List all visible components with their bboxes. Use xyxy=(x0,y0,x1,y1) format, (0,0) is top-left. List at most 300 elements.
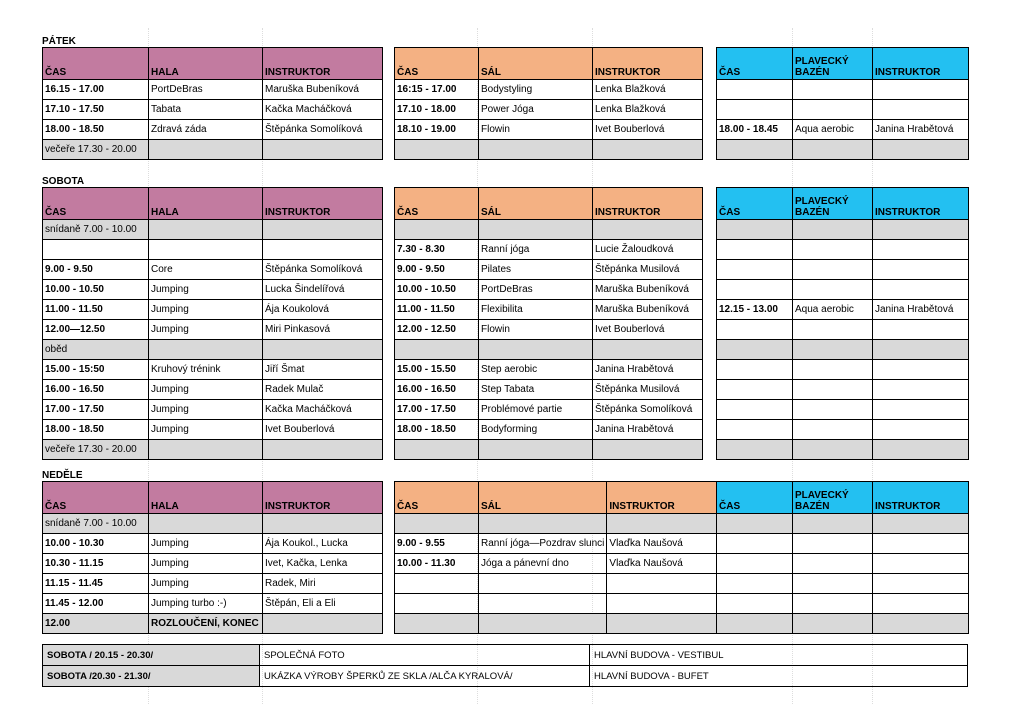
activity-cell: ROZLOUČENÍ, KONEC xyxy=(149,614,263,634)
column-header: INSTRUKTOR xyxy=(263,188,383,220)
instructor-cell xyxy=(263,240,383,260)
time-cell: 16.00 - 16.50 xyxy=(395,380,479,400)
event-place: HLAVNÍ BUDOVA - BUFET xyxy=(590,666,968,687)
time-cell: snídaně 7.00 - 10.00 xyxy=(43,220,149,240)
activity-cell: Aqua aerobic xyxy=(793,300,873,320)
instructor-cell: Štěpánka Somolíková xyxy=(263,260,383,280)
column-header: HALA xyxy=(149,188,263,220)
column-header: ČAS xyxy=(395,48,479,80)
activity-cell: Jumping xyxy=(149,380,263,400)
time-cell xyxy=(395,574,479,594)
sobota-hala-table xyxy=(42,187,383,460)
time-cell xyxy=(717,280,793,300)
activity-cell xyxy=(479,514,607,534)
schedule-row xyxy=(717,340,969,360)
time-cell: 18.10 - 19.00 xyxy=(395,120,479,140)
activity-cell: Ranní jóga—Pozdrav slunci xyxy=(479,534,607,554)
column-header: SÁL xyxy=(479,188,593,220)
column-header: INSTRUKTOR xyxy=(873,482,969,514)
time-cell xyxy=(717,514,793,534)
nedele-sal-table xyxy=(394,481,717,634)
schedule-row xyxy=(717,280,969,300)
activity-cell xyxy=(793,420,873,440)
column-header: SÁL xyxy=(479,482,607,514)
time-cell: 17.00 - 17.50 xyxy=(43,400,149,420)
sobota-bazen-table xyxy=(716,187,969,460)
header-row xyxy=(395,482,717,514)
schedule-row xyxy=(395,440,703,460)
header-row xyxy=(395,188,703,220)
activity-cell xyxy=(793,554,873,574)
instructor-cell: Radek Mulač xyxy=(263,380,383,400)
schedule-row xyxy=(43,320,383,340)
activity-cell: Jumping xyxy=(149,300,263,320)
activity-cell: Jumping xyxy=(149,320,263,340)
instructor-cell xyxy=(593,440,703,460)
time-cell: snídaně 7.00 - 10.00 xyxy=(43,514,149,534)
activity-cell xyxy=(793,80,873,100)
schedule-row xyxy=(717,360,969,380)
schedule-row xyxy=(43,300,383,320)
time-cell xyxy=(717,360,793,380)
time-cell: 17.10 - 17.50 xyxy=(43,100,149,120)
column-header: ČAS xyxy=(717,48,793,80)
event-row xyxy=(43,666,968,687)
schedule-row xyxy=(717,554,969,574)
time-cell xyxy=(395,140,479,160)
day-title-patek: PÁTEK xyxy=(42,36,76,47)
day-title-nedele: NEDĚLE xyxy=(42,470,83,481)
schedule-row xyxy=(43,554,383,574)
activity-cell: Jumping xyxy=(149,280,263,300)
schedule-row xyxy=(43,240,383,260)
instructor-cell xyxy=(607,574,717,594)
activity-cell: Bodyforming xyxy=(479,420,593,440)
schedule-row xyxy=(717,380,969,400)
time-cell: večeře 17.30 - 20.00 xyxy=(43,140,149,160)
event-name: SPOLEČNÁ FOTO xyxy=(260,645,590,666)
time-cell: 10.00 - 10.30 xyxy=(43,534,149,554)
schedule-row xyxy=(43,534,383,554)
schedule-row xyxy=(43,594,383,614)
header-row xyxy=(43,48,383,80)
time-cell: 18.00 - 18.50 xyxy=(43,420,149,440)
schedule-row xyxy=(43,100,383,120)
activity-cell xyxy=(793,220,873,240)
instructor-cell: Štěpánka Musilová xyxy=(593,260,703,280)
instructor-cell: Lucka Šindelířová xyxy=(263,280,383,300)
schedule-row xyxy=(395,514,717,534)
schedule-row xyxy=(717,80,969,100)
column-header: INSTRUKTOR xyxy=(263,48,383,80)
activity-cell xyxy=(793,340,873,360)
instructor-cell xyxy=(593,340,703,360)
instructor-cell xyxy=(873,534,969,554)
instructor-cell: Jiří Šmat xyxy=(263,360,383,380)
time-cell: 18.00 - 18.45 xyxy=(717,120,793,140)
schedule-row xyxy=(717,300,969,320)
schedule-row xyxy=(395,574,717,594)
schedule-row xyxy=(717,514,969,534)
instructor-cell xyxy=(873,240,969,260)
time-cell: 12.00 - 12.50 xyxy=(395,320,479,340)
schedule-row xyxy=(395,240,703,260)
time-cell: 10.30 - 11.15 xyxy=(43,554,149,574)
activity-cell xyxy=(793,100,873,120)
activity-cell xyxy=(793,574,873,594)
schedule-row xyxy=(717,594,969,614)
time-cell xyxy=(717,400,793,420)
instructor-cell: Štěpánka Somolíková xyxy=(263,120,383,140)
column-header: INSTRUKTOR xyxy=(263,482,383,514)
patek-sal-table xyxy=(394,47,703,160)
activity-cell: Step Tabata xyxy=(479,380,593,400)
column-header: ČAS xyxy=(43,482,149,514)
time-cell xyxy=(717,220,793,240)
instructor-cell: Vlaďka Naušová xyxy=(607,554,717,574)
schedule-row xyxy=(395,594,717,614)
instructor-cell xyxy=(873,340,969,360)
activity-cell xyxy=(479,594,607,614)
instructor-cell xyxy=(263,140,383,160)
activity-cell xyxy=(479,220,593,240)
activity-cell: Tabata xyxy=(149,100,263,120)
time-cell: 16.15 - 17.00 xyxy=(43,80,149,100)
time-cell: večeře 17.30 - 20.00 xyxy=(43,440,149,460)
activity-cell xyxy=(793,140,873,160)
column-header: INSTRUKTOR xyxy=(873,48,969,80)
activity-cell xyxy=(479,440,593,460)
instructor-cell: Ivet Bouberlová xyxy=(593,320,703,340)
activity-cell: Jumping xyxy=(149,554,263,574)
patek-hala-table xyxy=(42,47,383,160)
event-name: UKÁZKA VÝROBY ŠPERKŮ ZE SKLA /ALČA KYRALOVÁ/ xyxy=(260,666,590,687)
instructor-cell: Janina Hrabětová xyxy=(873,120,969,140)
activity-cell xyxy=(149,240,263,260)
instructor-cell: Ivet, Kačka, Lenka xyxy=(263,554,383,574)
instructor-cell xyxy=(873,420,969,440)
column-header: INSTRUKTOR xyxy=(607,482,717,514)
time-cell: 18.00 - 18.50 xyxy=(395,420,479,440)
time-cell: 9.00 - 9.55 xyxy=(395,534,479,554)
instructor-cell: Kačka Macháčková xyxy=(263,100,383,120)
schedule-row xyxy=(43,220,383,240)
schedule-row xyxy=(395,300,703,320)
instructor-cell: Kačka Macháčková xyxy=(263,400,383,420)
activity-cell xyxy=(149,440,263,460)
instructor-cell: Maruška Bubeníková xyxy=(593,300,703,320)
instructor-cell: Janina Hrabětová xyxy=(593,360,703,380)
schedule-row xyxy=(717,240,969,260)
patek-bazen-table xyxy=(716,47,969,160)
schedule-row xyxy=(43,80,383,100)
time-cell xyxy=(395,614,479,634)
activity-cell: Flowin xyxy=(479,320,593,340)
instructor-cell: Štěpánka Musilová xyxy=(593,380,703,400)
event-time: SOBOTA / 20.15 - 20.30/ xyxy=(43,645,260,666)
time-cell xyxy=(717,140,793,160)
instructor-cell: Ája Koukol., Lucka xyxy=(263,534,383,554)
column-header: INSTRUKTOR xyxy=(873,188,969,220)
schedule-row xyxy=(395,220,703,240)
schedule-row xyxy=(43,420,383,440)
instructor-cell: Miri Pinkasová xyxy=(263,320,383,340)
instructor-cell xyxy=(607,594,717,614)
column-header: ČAS xyxy=(395,482,479,514)
instructor-cell xyxy=(263,614,383,634)
column-header: ČAS xyxy=(717,482,793,514)
time-cell xyxy=(395,594,479,614)
activity-cell xyxy=(149,140,263,160)
time-cell: 10.00 - 10.50 xyxy=(395,280,479,300)
instructor-cell: Ája Koukolová xyxy=(263,300,383,320)
time-cell: 11.00 - 11.50 xyxy=(395,300,479,320)
time-cell: 10.00 - 11.30 xyxy=(395,554,479,574)
day-title-sobota: SOBOTA xyxy=(42,176,85,187)
activity-cell xyxy=(793,440,873,460)
activity-cell xyxy=(479,574,607,594)
column-header: PLAVECKÝ BAZÉN xyxy=(793,48,873,80)
instructor-cell: Lenka Blažková xyxy=(593,80,703,100)
activity-cell: Flowin xyxy=(479,120,593,140)
time-cell: 9.00 - 9.50 xyxy=(43,260,149,280)
activity-cell xyxy=(793,380,873,400)
time-cell xyxy=(395,440,479,460)
activity-cell: Core xyxy=(149,260,263,280)
instructor-cell xyxy=(873,594,969,614)
schedule-row xyxy=(395,140,703,160)
time-cell: 17.00 - 17.50 xyxy=(395,400,479,420)
instructor-cell xyxy=(873,514,969,534)
instructor-cell: Vlaďka Naušová xyxy=(607,534,717,554)
header-row xyxy=(43,482,383,514)
activity-cell xyxy=(479,140,593,160)
time-cell: 17.10 - 18.00 xyxy=(395,100,479,120)
instructor-cell xyxy=(873,574,969,594)
schedule-row xyxy=(43,400,383,420)
instructor-cell: Štěpánka Somolíková xyxy=(593,400,703,420)
time-cell xyxy=(717,240,793,260)
activity-cell: Kruhový trénink xyxy=(149,360,263,380)
schedule-row xyxy=(395,260,703,280)
activity-cell xyxy=(793,614,873,634)
schedule-row xyxy=(43,574,383,594)
activity-cell: Jumping xyxy=(149,574,263,594)
activity-cell: Power Jóga xyxy=(479,100,593,120)
header-row xyxy=(43,188,383,220)
instructor-cell: Lenka Blažková xyxy=(593,100,703,120)
activity-cell: Ranní jóga xyxy=(479,240,593,260)
activity-cell xyxy=(793,400,873,420)
instructor-cell xyxy=(873,220,969,240)
column-header: ČAS xyxy=(717,188,793,220)
column-header: PLAVECKÝ BAZÉN xyxy=(793,188,873,220)
time-cell xyxy=(717,260,793,280)
activity-cell: Pilates xyxy=(479,260,593,280)
schedule-row xyxy=(395,80,703,100)
schedule-row xyxy=(717,320,969,340)
instructor-cell xyxy=(263,340,383,360)
instructor-cell: Janina Hrabětová xyxy=(873,300,969,320)
schedule-row xyxy=(43,514,383,534)
schedule-row xyxy=(43,120,383,140)
instructor-cell xyxy=(873,140,969,160)
activity-cell xyxy=(793,320,873,340)
event-time: SOBOTA /20.30 - 21.30/ xyxy=(43,666,260,687)
activity-cell xyxy=(793,514,873,534)
time-cell: 12.00 xyxy=(43,614,149,634)
activity-cell: Jumping xyxy=(149,534,263,554)
instructor-cell xyxy=(873,614,969,634)
time-cell: 11.15 - 11.45 xyxy=(43,574,149,594)
time-cell xyxy=(395,340,479,360)
column-header: SÁL xyxy=(479,48,593,80)
column-header: HALA xyxy=(149,48,263,80)
instructor-cell xyxy=(873,400,969,420)
instructor-cell xyxy=(263,514,383,534)
time-cell: 15.00 - 15:50 xyxy=(43,360,149,380)
activity-cell: Problémové partie xyxy=(479,400,593,420)
activity-cell: Jóga a pánevní dno xyxy=(479,554,607,574)
schedule-row xyxy=(43,340,383,360)
events-table xyxy=(42,644,968,687)
time-cell xyxy=(717,80,793,100)
schedule-row xyxy=(395,100,703,120)
instructor-cell xyxy=(593,140,703,160)
activity-cell xyxy=(793,594,873,614)
instructor-cell: Radek, Miri xyxy=(263,574,383,594)
header-row xyxy=(717,482,969,514)
time-cell xyxy=(43,240,149,260)
time-cell: oběd xyxy=(43,340,149,360)
activity-cell xyxy=(149,340,263,360)
schedule-row xyxy=(717,400,969,420)
instructor-cell xyxy=(263,440,383,460)
instructor-cell xyxy=(263,220,383,240)
time-cell xyxy=(717,440,793,460)
time-cell xyxy=(717,320,793,340)
schedule-row xyxy=(395,340,703,360)
activity-cell: PortDeBras xyxy=(149,80,263,100)
time-cell: 9.00 - 9.50 xyxy=(395,260,479,280)
schedule-row xyxy=(395,534,717,554)
activity-cell: PortDeBras xyxy=(479,280,593,300)
column-header: INSTRUKTOR xyxy=(593,188,703,220)
instructor-cell: Ivet Bouberlová xyxy=(263,420,383,440)
column-header: ČAS xyxy=(43,188,149,220)
time-cell xyxy=(717,614,793,634)
column-header: HALA xyxy=(149,482,263,514)
time-cell xyxy=(717,380,793,400)
time-cell: 10.00 - 10.50 xyxy=(43,280,149,300)
sobota-sal-table xyxy=(394,187,703,460)
header-row xyxy=(717,48,969,80)
time-cell xyxy=(717,574,793,594)
activity-cell xyxy=(149,220,263,240)
time-cell: 16:15 - 17.00 xyxy=(395,80,479,100)
header-row xyxy=(395,48,703,80)
time-cell: 16.00 - 16.50 xyxy=(43,380,149,400)
instructor-cell xyxy=(873,260,969,280)
activity-cell xyxy=(793,240,873,260)
schedule-row xyxy=(43,280,383,300)
time-cell: 18.00 - 18.50 xyxy=(43,120,149,140)
instructor-cell xyxy=(873,360,969,380)
activity-cell: Zdravá záda xyxy=(149,120,263,140)
instructor-cell xyxy=(607,514,717,534)
instructor-cell xyxy=(873,440,969,460)
schedule-row xyxy=(395,420,703,440)
schedule-row xyxy=(43,440,383,460)
activity-cell: Step aerobic xyxy=(479,360,593,380)
schedule-row xyxy=(43,614,383,634)
column-header: INSTRUKTOR xyxy=(593,48,703,80)
activity-cell xyxy=(479,340,593,360)
schedule-row xyxy=(717,534,969,554)
instructor-cell xyxy=(873,280,969,300)
time-cell: 11.00 - 11.50 xyxy=(43,300,149,320)
time-cell xyxy=(717,340,793,360)
time-cell xyxy=(395,514,479,534)
instructor-cell: Maruška Bubeníková xyxy=(593,280,703,300)
time-cell: 11.45 - 12.00 xyxy=(43,594,149,614)
nedele-hala-table xyxy=(42,481,383,634)
time-cell xyxy=(717,420,793,440)
instructor-cell xyxy=(593,220,703,240)
activity-cell xyxy=(793,280,873,300)
schedule-row xyxy=(395,400,703,420)
time-cell xyxy=(717,100,793,120)
schedule-row xyxy=(717,120,969,140)
time-cell: 12.00—12.50 xyxy=(43,320,149,340)
schedule-row xyxy=(717,260,969,280)
time-cell: 15.00 - 15.50 xyxy=(395,360,479,380)
schedule-row xyxy=(717,100,969,120)
schedule-row xyxy=(395,614,717,634)
activity-cell: Flexibilita xyxy=(479,300,593,320)
header-row xyxy=(717,188,969,220)
time-cell xyxy=(395,220,479,240)
instructor-cell: Lucie Žaloudková xyxy=(593,240,703,260)
instructor-cell xyxy=(607,614,717,634)
instructor-cell xyxy=(873,380,969,400)
activity-cell: Jumping turbo :-) xyxy=(149,594,263,614)
schedule-row xyxy=(395,120,703,140)
schedule-row xyxy=(395,380,703,400)
time-cell xyxy=(717,594,793,614)
event-place: HLAVNÍ BUDOVA - VESTIBUL xyxy=(590,645,968,666)
instructor-cell: Janina Hrabětová xyxy=(593,420,703,440)
activity-cell: Jumping xyxy=(149,420,263,440)
schedule-row xyxy=(717,140,969,160)
schedule-row xyxy=(717,574,969,594)
activity-cell: Aqua aerobic xyxy=(793,120,873,140)
instructor-cell xyxy=(873,554,969,574)
instructor-cell: Štěpán, Eli a Eli xyxy=(263,594,383,614)
time-cell: 7.30 - 8.30 xyxy=(395,240,479,260)
time-cell xyxy=(717,534,793,554)
schedule-row xyxy=(717,440,969,460)
column-header: ČAS xyxy=(395,188,479,220)
instructor-cell: Maruška Bubeníková xyxy=(263,80,383,100)
activity-cell xyxy=(793,534,873,554)
event-row xyxy=(43,645,968,666)
instructor-cell xyxy=(873,320,969,340)
nedele-bazen-table xyxy=(716,481,969,634)
activity-cell: Bodystyling xyxy=(479,80,593,100)
activity-cell xyxy=(149,514,263,534)
schedule-row xyxy=(717,614,969,634)
